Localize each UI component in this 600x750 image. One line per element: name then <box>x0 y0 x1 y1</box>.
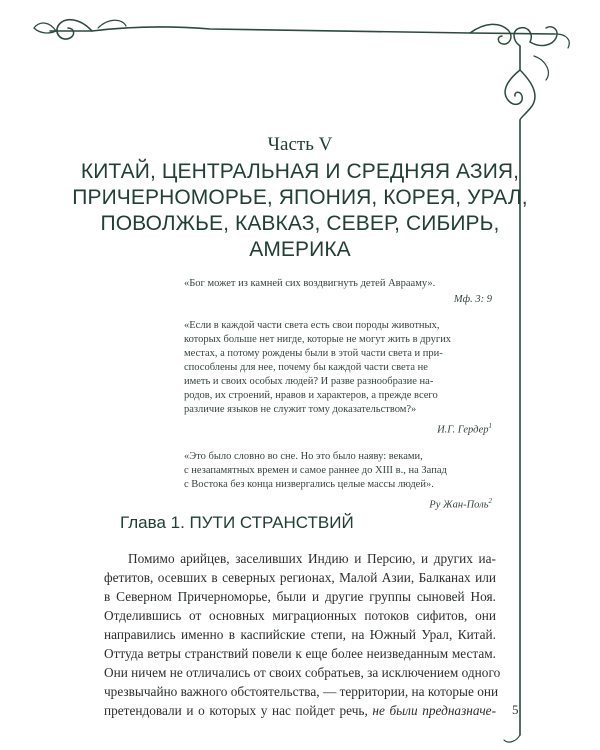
body-line: направились именно в каспийские степи, на Южный Урал, Китай. <box>104 627 496 642</box>
epigraph <box>184 450 492 513</box>
epigraph-line: иметь и своих особых людей? И разве разнообразие на- <box>184 376 434 387</box>
part-subtitle-line: ПРИЧЕРНОМОРЬЕ, ЯПОНИЯ, КОРЕЯ, УРАЛ, <box>72 186 528 209</box>
flourish-top-left <box>57 20 92 39</box>
body-text <box>104 549 501 720</box>
body-line: претендовали и о которых у нас пойдет речь, не были предназначе- <box>104 703 497 718</box>
epigraph <box>184 277 492 307</box>
chapter-title: Глава 1. ПУТИ СТРАНСТВИЙ <box>120 513 354 532</box>
body-line: чрезвычайно важного обстоятельства, — территории, на которые они <box>104 684 499 699</box>
part-subtitle-line: КИТАЙ, ЦЕНТРАЛЬНАЯ И СРЕДНЯЯ АЗИЯ, <box>80 160 520 183</box>
body-line: фетитов, осевших в северных регионах, Малой Азии, Балканах или <box>104 570 496 585</box>
page-number: 5 <box>512 702 519 717</box>
epigraph-line: родов, их строений, нравов и характеров, а прежде всего <box>184 390 438 401</box>
body-line: Отделившись от основных миграционных потоков сифитов, они <box>104 608 496 623</box>
epigraph-line: местах, а потому рождены были в этой части света и при- <box>184 348 443 359</box>
epigraph-attribution: Ру Жан-Поль$^2$ <box>429 496 492 510</box>
part-subtitle <box>60 159 540 263</box>
epigraph-line: «Бог может из камней сих воздвигнуть детей Аврааму». <box>184 278 436 289</box>
epigraph-line: с незапамятных времен и самое раннее до XIII в., на Запад <box>184 464 447 476</box>
part-title: Часть V <box>267 134 333 155</box>
epigraph <box>184 319 492 438</box>
part-subtitle-line: АМЕРИКА <box>249 238 351 261</box>
epigraph-attribution: Мф. 3: 9 <box>453 294 492 305</box>
part-heading <box>60 133 540 263</box>
part-subtitle-line: ПОВОЛЖЬЕ, КАВКАЗ, СЕВЕР, СИБИРЬ, <box>100 212 500 235</box>
epigraph-line: «Это было словно во сне. Но это было наяву: веками, <box>184 450 423 462</box>
epigraph-line: различие языков не служит тому доказательством?» <box>184 404 417 415</box>
body-line: Оттуда ветры странствий повели к еще более неизведанным местам. <box>104 646 496 661</box>
epigraph-line: «Если в каждой части света есть свои породы животных, <box>184 320 440 331</box>
epigraph-line: с Востока без конца низвергались целые массы людей». <box>184 478 434 490</box>
body-line: Помимо арийцев, заселивших Индию и Персию, и других иа- <box>128 551 496 566</box>
footnote-marker[interactable]: 2 <box>488 496 492 505</box>
footnote-marker[interactable]: 1 <box>488 422 492 430</box>
body-line: в Северном Причерноморье, были и другие группы сыновей Ноя. <box>104 589 496 604</box>
epigraph-line: которых больше нет нигде, которые не могут жить в других <box>184 334 452 345</box>
epigraphs <box>184 277 492 524</box>
italic-phrase: не были предназначе- <box>372 703 497 718</box>
body-line: Они ничем не отличались от своих собратьев, за исключением одного <box>104 665 501 680</box>
epigraph-line: способлены для нее, почему бы каждой части света не <box>184 362 428 373</box>
epigraph-attribution: И.Г. Гердер$^1$ <box>437 422 492 436</box>
